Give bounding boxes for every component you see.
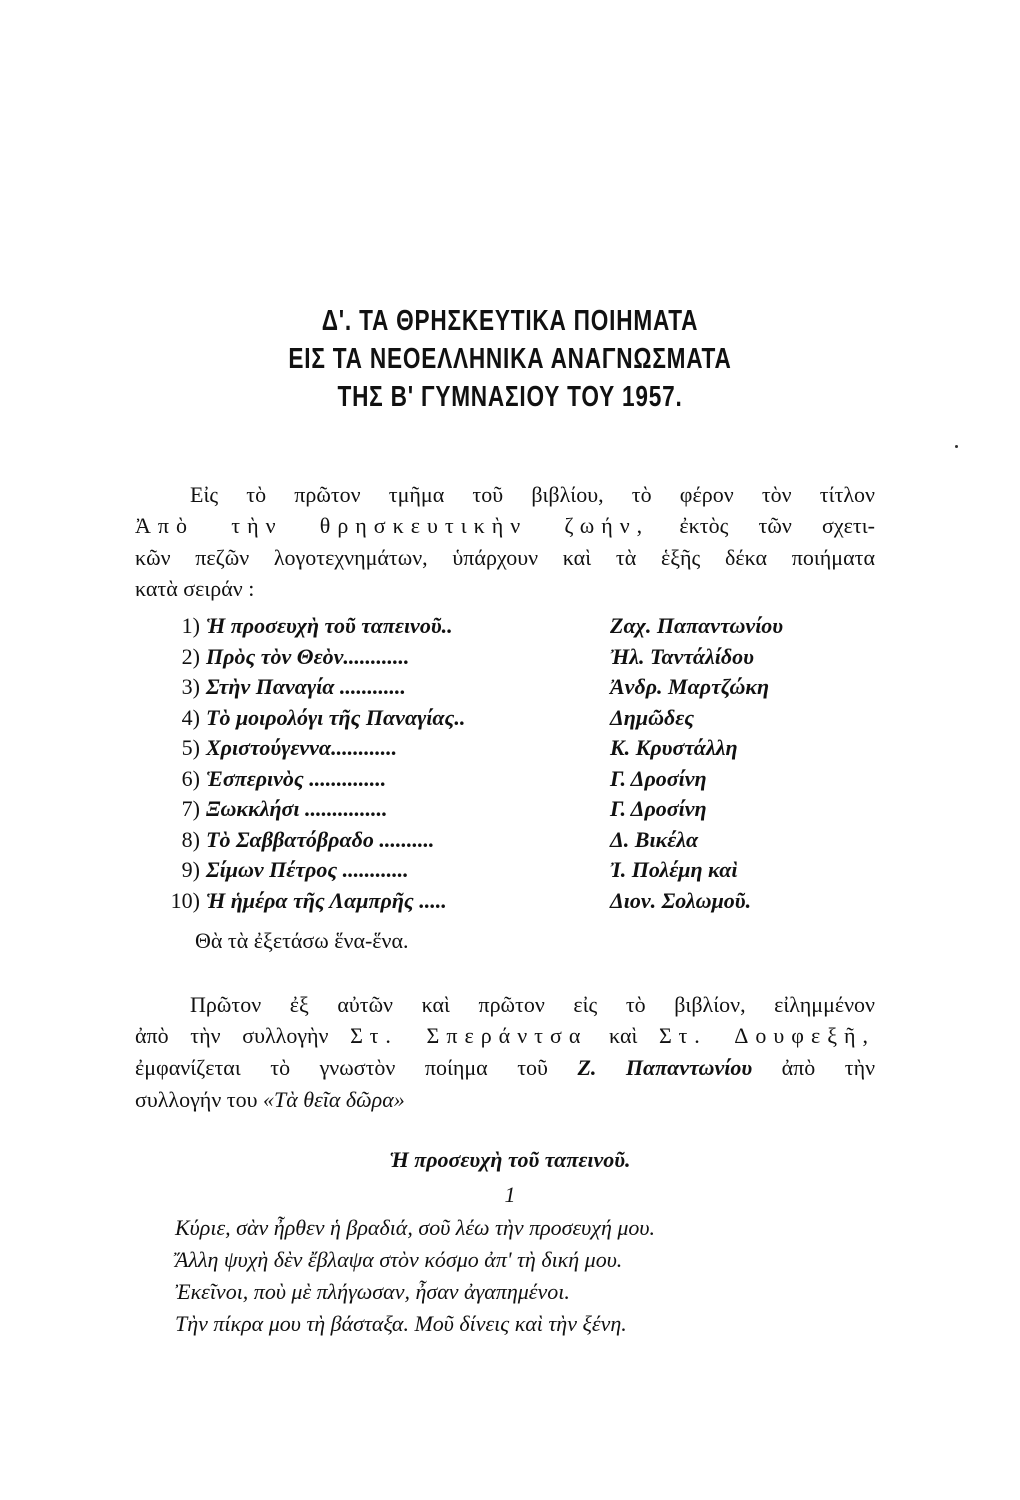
item-number: 9) <box>181 857 200 882</box>
poem-title: Τὸ Σαββατόβραδο .......... <box>206 826 435 852</box>
chapter-title-line-3: ΤΗΣ Β' ΓΥΜΝΑΣΙΟΥ ΤΟΥ 1957. <box>337 381 683 413</box>
item-number: 7) <box>181 796 200 821</box>
scan-speck <box>955 445 958 448</box>
text: ἀπὸ τὴν συλλογὴν <box>135 1023 329 1048</box>
item-number: 2) <box>181 643 200 669</box>
item-number: 5) <box>181 735 200 760</box>
editor-name: Στ. Σπεράντσα <box>350 1023 588 1048</box>
poem-title: Πρὸς τὸν Θεὸν............ <box>206 643 410 669</box>
poem-title: Χριστούγεννα............ <box>206 735 398 760</box>
item-number: 4) <box>181 704 200 730</box>
verse-line: Ἐκεῖνοι, ποὺ μὲ πλήγωσαν, ἦσαν ἀγαπημένοι. <box>175 1279 570 1304</box>
poem-title: Τὸ μοιρολόγι τῆς Παναγίας.. <box>206 704 466 730</box>
text: ἐμφανίζεται τὸ γνωστὸν ποίημα τοῦ <box>135 1055 548 1080</box>
poem-author: Ἰ. Πολέμη καὶ <box>610 857 738 882</box>
poem-title: Ἑσπερινὸς .............. <box>206 765 387 791</box>
collection-title: «Τὰ θεῖα δῶρα» <box>263 1087 405 1112</box>
poem-author: Ζαχ. Παπαντωνίου <box>610 613 784 638</box>
poem-list-item <box>150 764 870 794</box>
poem-list-item <box>150 855 870 885</box>
para2-line-1: Πρῶτον ἐξ αὐτῶν καὶ πρῶτον εἰς τὸ βιβλίον, εἰλημμένον <box>190 992 875 1017</box>
poem-author: Δημῶδες <box>610 704 695 730</box>
intro-line-2 <box>135 511 875 541</box>
poem-list-item <box>150 794 870 824</box>
closing-line: Θὰ τὰ ἐξετάσω ἕνα-ἕνα. <box>195 928 409 953</box>
text: ἀπὸ τὴν <box>781 1055 876 1080</box>
para2-line-3 <box>135 1053 875 1083</box>
para2-line-2 <box>135 1021 875 1051</box>
poem-list-item <box>150 611 870 641</box>
poem-list-item <box>150 642 870 672</box>
section-title-spaced: Ἀπὸ τὴν θρησκευτικὴν ζωήν, <box>135 513 650 538</box>
text: συλλογήν του <box>135 1087 258 1112</box>
verse-line: Τὴν πίκρα μου τὴ βάσταξα. Μοῦ δίνεις καὶ τὴν ξένη. <box>175 1311 627 1336</box>
poem-section-number: 1 <box>504 1182 516 1207</box>
poem-list-item <box>150 703 870 733</box>
poem-author: Δ. Βικέλα <box>610 826 699 852</box>
poem-title-text: Ἡ προσευχὴ τοῦ ταπεινοῦ. <box>389 1147 631 1172</box>
poem-title: Στὴν Παναγία ............ <box>206 674 406 699</box>
poem-title: Ἡ προσευχὴ τοῦ ταπεινοῦ.. <box>206 613 453 638</box>
author-name: Ζ. Παπαντωνίου <box>577 1055 753 1080</box>
poem-list-item <box>150 672 870 702</box>
item-number: 1) <box>181 613 200 638</box>
poem-list-item <box>150 886 870 916</box>
chapter-title-line-1: Δ'. ΤΑ ΘΡΗΣΚΕΥΤΙΚΑ ΠΟΙΗΜΑΤΑ <box>321 305 699 337</box>
intro-line-2-rest: ἐκτὸς τῶν σχετι- <box>679 513 876 538</box>
intro-line-4: κατὰ σειράν : <box>135 576 255 601</box>
intro-line-1: Εἰς τὸ πρῶτον τμῆμα τοῦ βιβλίου, τὸ φέρον τὸν τίτλον <box>190 482 875 507</box>
para2-line-4 <box>135 1085 875 1115</box>
poem-author: Γ. Δροσίνη <box>610 796 707 821</box>
text: καὶ <box>609 1023 638 1048</box>
item-number: 8) <box>181 826 200 852</box>
poem-list-item <box>150 733 870 763</box>
poem-title <box>0 1145 1020 1175</box>
verse-line: Κύριε, σὰν ἦρθεν ἡ βραδιά, σοῦ λέω τὴν προσευχή μου. <box>175 1215 656 1240</box>
chapter-title-line-2: ΕΙΣ ΤΑ ΝΕΟΕΛΛΗΝΙΚΑ ΑΝΑΓΝΩΣΜΑΤΑ <box>288 343 732 375</box>
poem-title: Σίμων Πέτρος ............ <box>206 857 409 882</box>
intro-line-3: κῶν πεζῶν λογοτεχνημάτων, ὑπάρχουν καὶ τὰ ἑξῆς δέκα ποιήματα <box>135 545 875 570</box>
poem-author: Γ. Δροσίνη <box>610 765 707 791</box>
editor-name: Στ. Δουφεξῆ, <box>659 1023 876 1048</box>
poem-title: Ἡ ἡμέρα τῆς Λαμπρῆς ..... <box>206 887 447 913</box>
poem-author: Διον. Σολωμοῦ. <box>610 887 752 913</box>
poem-author: Ἀνδρ. Μαρτζώκη <box>610 674 770 699</box>
poem-author: Κ. Κρυστάλλη <box>610 735 738 760</box>
poem-author: Ἠλ. Ταντάλίδου <box>610 643 754 669</box>
verse-line: Ἄλλη ψυχὴ δὲν ἔβλαψα στὸν κόσμο ἀπ' τὴ δική μου. <box>175 1247 623 1272</box>
poem-list-item <box>150 825 870 855</box>
item-number: 6) <box>181 765 200 791</box>
item-number: 10) <box>170 887 200 913</box>
item-number: 3) <box>181 674 200 699</box>
poem-title: Ξωκκλήσι ............... <box>206 796 388 821</box>
